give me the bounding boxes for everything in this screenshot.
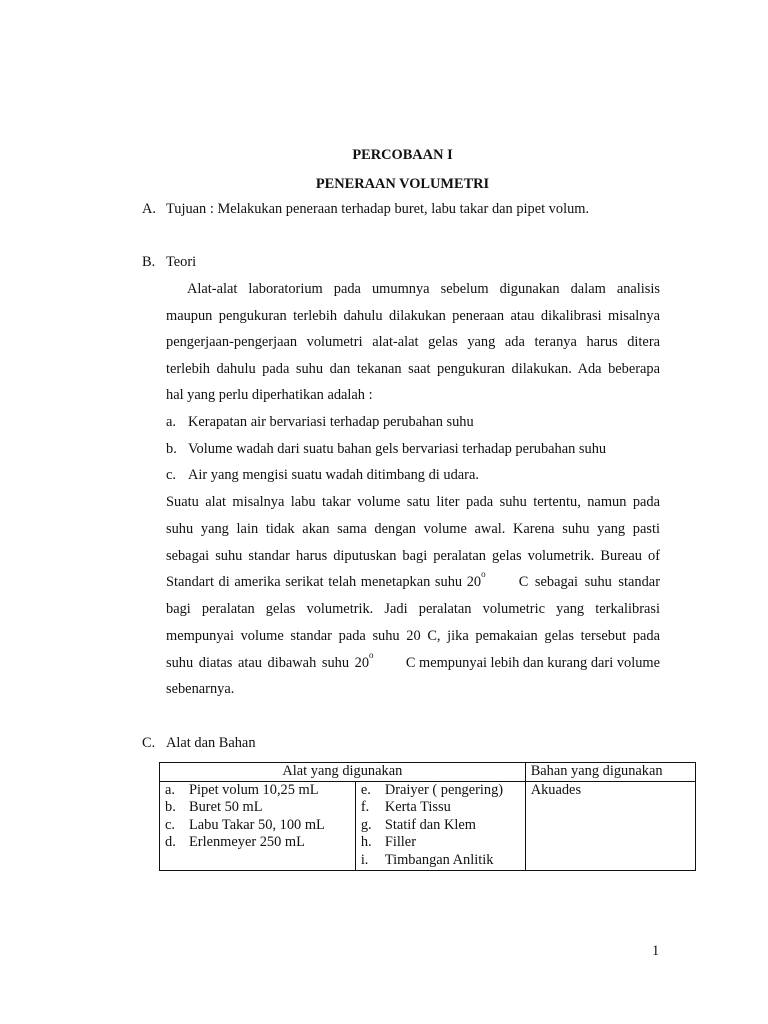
theory-para3-line: bagi peralatan gelas volumetrik. Jadi peralatan volumetric yang terkalibrasi <box>166 601 660 617</box>
header-bahan: Bahan yang digunakan <box>525 763 695 782</box>
section-c-heading: Alat dan Bahan <box>166 735 256 751</box>
diatas-line-part2: C mempunyai lebih dan kurang dari volume <box>405 655 660 671</box>
section-a-objective: Tujuan : Melakukan peneraan terhadap buret, labu takar dan pipet volum. <box>166 201 590 217</box>
theory-para3-line: mempunyai volume standar pada suhu 20 C, jika pemakaian gelas tersebut pada <box>166 628 660 644</box>
theory-list-item: Kerapatan air bervariasi terhadap perubahan suhu <box>188 414 474 430</box>
equipment-table <box>159 762 696 871</box>
degree-superscript: o <box>369 650 374 660</box>
theory-para1-line: hal yang perlu diperhatikan adalah : <box>166 387 373 403</box>
standard-line-part1: Standart di amerika serikat telah menetapkan suhu 20 <box>166 574 482 590</box>
section-c-marker: C. <box>142 735 156 751</box>
theory-para1-line: terlebih dahulu pada suhu dan tekanan saat pengukuran dilakukan. Ada beberapa <box>166 361 660 377</box>
list-item: a. Pipet volum 10,25 mL <box>165 781 319 798</box>
list-item: h. Filler <box>360 834 416 851</box>
table-header-row <box>160 763 696 782</box>
theory-list-item: Volume wadah dari suatu bahan gels bervariasi terhadap perubahan suhu <box>188 441 607 457</box>
theory-para2-line: Suatu alat misalnya labu takar volume satu liter pada suhu tertentu, namun pada <box>166 494 660 510</box>
theory-diatas-line <box>166 650 660 672</box>
section-a-marker: A. <box>142 201 156 217</box>
theory-list-label: b. <box>166 441 177 457</box>
theory-list-label: a. <box>166 414 176 430</box>
theory-para2-line: sebagai suhu standar harus diputuskan bagi peralatan gelas volumetrik. Bureau of <box>166 548 660 564</box>
theory-para1-line: pengerjaan-pengerjaan volumetri alat-alat gelas yang ada teranya harus ditera <box>166 334 660 350</box>
list-item: e. Draiyer ( pengering) <box>360 781 504 798</box>
standard-line-part2: C sebagai suhu standar <box>518 574 660 590</box>
document-title: PENERAAN VOLUMETRI <box>315 176 490 192</box>
list-item: g. Statif dan Klem <box>360 816 476 833</box>
theory-para1-line: maupun pengukuran terlebih dahulu dilakukan peneraan atau dikalibrasi misalnya <box>166 308 660 324</box>
alat-column-2 <box>355 781 525 870</box>
page-number: 1 <box>652 943 660 959</box>
list-item: f. Kerta Tissu <box>360 799 451 816</box>
theory-list-item: Air yang mengisi suatu wadah ditimbang di udara. <box>188 467 479 483</box>
list-item: i. Timbangan Anlitik <box>360 851 494 868</box>
bahan-column: Akuades <box>525 781 695 870</box>
theory-para1-line: Alat-alat laboratorium pada umumnya sebelum digunakan dalam analisis <box>187 281 660 297</box>
table-row <box>160 781 696 870</box>
list-item: c. Labu Takar 50, 100 mL <box>165 816 325 833</box>
header-alat: Alat yang digunakan <box>160 763 526 782</box>
theory-standard-line <box>166 569 660 591</box>
section-b-heading: Teori <box>166 254 197 270</box>
theory-list-label: c. <box>166 467 176 483</box>
experiment-number: PERCOBAAN I <box>352 147 453 163</box>
section-b-marker: B. <box>142 254 156 270</box>
list-item: d. Erlenmeyer 250 mL <box>165 834 305 851</box>
alat-column-1 <box>160 781 356 870</box>
degree-superscript: o <box>481 569 486 579</box>
diatas-line-part1: suhu diatas atau dibawah suhu 20 <box>166 655 370 671</box>
theory-para2-line: suhu yang lain tidak akan sama dengan volume awal. Karena suhu yang pasti <box>166 521 660 537</box>
list-item: b. Buret 50 mL <box>165 799 263 816</box>
theory-last-line: sebenarnya. <box>166 681 235 697</box>
